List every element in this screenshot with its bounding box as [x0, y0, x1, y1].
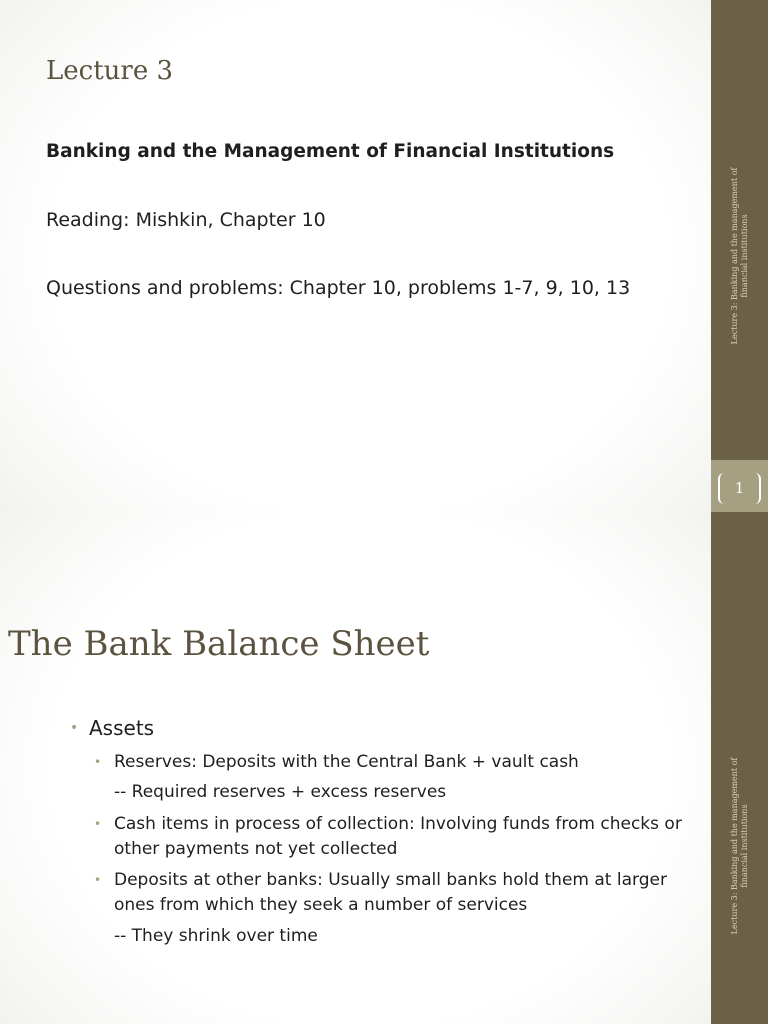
- bullet-text: Assets: [89, 716, 155, 740]
- sub-bullet-text: Cash items in process of collection: Involving funds from checks or other payments not yet collected: [114, 814, 682, 859]
- sub-bullet: [94, 750, 694, 776]
- sub-bullet: [94, 812, 694, 862]
- slide-title: The Bank Balance Sheet: [8, 624, 430, 664]
- reading-line: Reading: Mishkin, Chapter 10: [46, 209, 326, 231]
- continuation-line: -- They shrink over time: [114, 926, 318, 946]
- sidebar-label: Lecture 3: Banking and the management of financial institutions: [729, 167, 749, 345]
- sub-bullet-text: Reserves: Deposits with the Central Bank + vault cash: [114, 752, 579, 772]
- sub-bullet: [94, 868, 694, 918]
- slide-title: Lecture 3: [46, 56, 174, 86]
- bullet-icon: •: [94, 817, 102, 831]
- lecture-subtitle: Banking and the Management of Financial Institutions: [46, 141, 615, 162]
- sub-bullet-text: Deposits at other banks: Usually small banks hold them at larger ones from which they seek a number of services: [114, 870, 667, 915]
- continuation-line: -- Required reserves + excess reserves: [114, 782, 447, 802]
- sidebar-label: Lecture 3: Banking and the management of financial institutions: [729, 757, 749, 935]
- page-number-box: [711, 460, 768, 512]
- bullet-icon: •: [94, 755, 102, 769]
- sidebar-label-container: [711, 0, 768, 512]
- bullet-icon: •: [94, 873, 102, 887]
- page-number: 1: [718, 473, 761, 504]
- bullet-icon: •: [70, 720, 79, 736]
- slide-2: [0, 512, 768, 1024]
- sidebar-label-container: [711, 668, 768, 1024]
- bullet-assets: [70, 716, 154, 740]
- questions-line: Questions and problems: Chapter 10, problems 1-7, 9, 10, 13: [46, 277, 631, 299]
